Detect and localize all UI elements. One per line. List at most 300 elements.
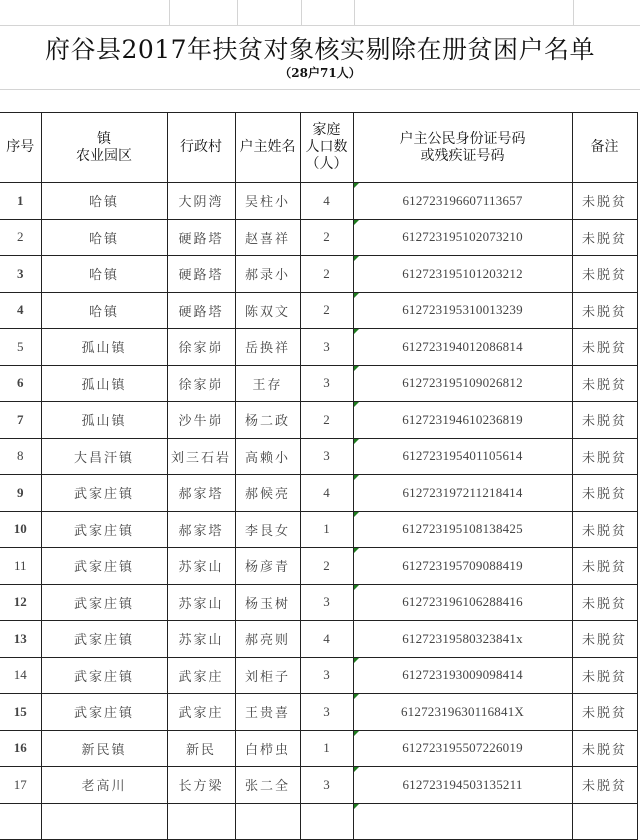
cell-id-number-value: 612723195507226019 bbox=[402, 740, 523, 756]
cell-family-size[interactable] bbox=[300, 329, 353, 366]
comment-marker-icon bbox=[354, 329, 359, 334]
header-remark-label: 备注 bbox=[590, 139, 619, 155]
cell-id-number-value: 612723195310013239 bbox=[402, 302, 523, 318]
cell-town[interactable] bbox=[41, 584, 167, 621]
cell-id-number-value: 612723196607113657 bbox=[402, 192, 523, 208]
cell-seq-value: 5 bbox=[17, 338, 24, 354]
poverty-household-table bbox=[0, 112, 638, 840]
cell-remark-value: 未脱贫 bbox=[581, 706, 627, 722]
cell-id-number-value: 612723194503135211 bbox=[402, 776, 523, 792]
table-row bbox=[0, 402, 637, 439]
cell-village-value: 苏家山 bbox=[178, 596, 224, 612]
title-cell[interactable] bbox=[0, 26, 640, 90]
cell-village-value: 苏家山 bbox=[178, 633, 224, 649]
cell-village-value: 长方梁 bbox=[178, 779, 224, 795]
cell-family-size-value: 2 bbox=[323, 557, 330, 573]
comment-marker-icon bbox=[354, 767, 359, 772]
cell-head-name-value: 杨二政 bbox=[244, 414, 290, 430]
cell-head-name[interactable] bbox=[235, 256, 300, 293]
cell-family-size[interactable] bbox=[300, 256, 353, 293]
cell-id-number[interactable] bbox=[353, 511, 572, 548]
cell-village[interactable] bbox=[167, 402, 235, 439]
cell-family-size-value: 4 bbox=[323, 484, 330, 500]
cell-town[interactable] bbox=[41, 256, 167, 293]
cell-town-value: 武家庄镇 bbox=[73, 523, 134, 539]
cell-family-size[interactable] bbox=[300, 584, 353, 621]
cell-seq-value: 10 bbox=[13, 521, 27, 537]
cell-town-value: 武家庄镇 bbox=[73, 487, 134, 503]
cell-remark[interactable] bbox=[572, 730, 637, 767]
cell-family-size-value: 2 bbox=[323, 302, 330, 318]
cell-id-number-value: 612723197211218414 bbox=[402, 484, 523, 500]
cell-id-number[interactable] bbox=[353, 694, 572, 731]
cell-head-name-value: 陈双文 bbox=[244, 304, 290, 320]
cell-head-name[interactable] bbox=[235, 584, 300, 621]
table-row bbox=[0, 657, 637, 694]
cell-head-name-value: 张二全 bbox=[244, 779, 290, 795]
header-family-size-line1: 家庭 bbox=[312, 122, 341, 138]
cell-id-number[interactable] bbox=[353, 657, 572, 694]
cell-town[interactable] bbox=[41, 475, 167, 512]
cell-head-name[interactable] bbox=[235, 511, 300, 548]
cell-id-number[interactable] bbox=[353, 548, 572, 585]
cell-remark[interactable] bbox=[572, 219, 637, 256]
cell-seq-value: 13 bbox=[13, 630, 27, 646]
empty-cell[interactable] bbox=[300, 803, 353, 840]
empty-cell[interactable] bbox=[167, 803, 235, 840]
table-row bbox=[0, 365, 637, 402]
cell-remark[interactable] bbox=[572, 657, 637, 694]
cell-village[interactable] bbox=[167, 256, 235, 293]
cell-remark-value: 未脱贫 bbox=[581, 596, 627, 612]
comment-marker-icon bbox=[354, 585, 359, 590]
cell-id-number-value: 612723195709088419 bbox=[402, 557, 523, 573]
cell-head-name[interactable] bbox=[235, 657, 300, 694]
cell-village-value: 大阴湾 bbox=[178, 195, 224, 211]
cell-seq[interactable] bbox=[0, 511, 41, 548]
cell-seq[interactable] bbox=[0, 438, 41, 475]
cell-remark-value: 未脱贫 bbox=[581, 341, 627, 357]
cell-id-number[interactable] bbox=[353, 256, 572, 293]
table-row bbox=[0, 256, 637, 293]
cell-seq-value: 16 bbox=[13, 740, 27, 756]
cell-seq[interactable] bbox=[0, 292, 41, 329]
comment-marker-icon bbox=[354, 183, 359, 188]
cell-village[interactable] bbox=[167, 621, 235, 658]
table-row bbox=[0, 183, 637, 220]
cell-seq[interactable] bbox=[0, 365, 41, 402]
cell-id-number[interactable] bbox=[353, 292, 572, 329]
cell-remark-value: 未脱贫 bbox=[581, 669, 627, 685]
cell-family-size-value: 4 bbox=[323, 630, 330, 646]
cell-id-number[interactable] bbox=[353, 183, 572, 220]
cell-town-value: 大昌汗镇 bbox=[73, 450, 134, 466]
cell-family-size[interactable] bbox=[300, 767, 353, 804]
cell-seq-value: 11 bbox=[13, 557, 27, 573]
cell-remark[interactable] bbox=[572, 365, 637, 402]
cell-remark[interactable] bbox=[572, 694, 637, 731]
comment-marker-icon bbox=[354, 220, 359, 225]
cell-village-value: 郝家塔 bbox=[178, 523, 224, 539]
cell-seq-value: 9 bbox=[17, 484, 24, 500]
cell-id-number-value: 612723195401105614 bbox=[402, 448, 523, 464]
table-row bbox=[0, 511, 637, 548]
header-town[interactable] bbox=[41, 113, 167, 183]
cell-family-size[interactable] bbox=[300, 365, 353, 402]
cell-village[interactable] bbox=[167, 365, 235, 402]
cell-village-value: 徐家峁 bbox=[178, 341, 224, 357]
cell-town[interactable] bbox=[41, 730, 167, 767]
header-family-size[interactable] bbox=[300, 113, 353, 183]
cell-village[interactable] bbox=[167, 657, 235, 694]
header-town-line2: 农业园区 bbox=[76, 147, 132, 164]
cell-seq[interactable] bbox=[0, 730, 41, 767]
header-seq-label: 序号 bbox=[6, 139, 35, 155]
cell-id-number-value: 612723196106288416 bbox=[402, 594, 523, 610]
cell-town[interactable] bbox=[41, 219, 167, 256]
page-subtitle: （28户71人） bbox=[279, 66, 361, 80]
cell-seq-value: 7 bbox=[17, 411, 24, 427]
table-row bbox=[0, 767, 637, 804]
empty-cell[interactable] bbox=[0, 803, 41, 840]
cell-seq[interactable] bbox=[0, 256, 41, 293]
grid-line bbox=[573, 0, 574, 25]
cell-remark[interactable] bbox=[572, 767, 637, 804]
cell-head-name[interactable] bbox=[235, 438, 300, 475]
cell-family-size[interactable] bbox=[300, 183, 353, 220]
header-id-line1: 户主公民身份证号码 bbox=[399, 130, 526, 147]
header-village-label: 行政村 bbox=[180, 139, 222, 155]
cell-head-name-value: 刘柜子 bbox=[244, 669, 290, 685]
cell-seq[interactable] bbox=[0, 183, 41, 220]
cell-village-value: 郝家塔 bbox=[178, 487, 224, 503]
cell-village[interactable] bbox=[167, 730, 235, 767]
grid-line bbox=[301, 0, 302, 25]
empty-cell[interactable] bbox=[353, 803, 572, 840]
cell-remark-value: 未脱贫 bbox=[581, 523, 627, 539]
cell-id-number[interactable] bbox=[353, 365, 572, 402]
comment-marker-icon bbox=[354, 402, 359, 407]
cell-family-size[interactable] bbox=[300, 438, 353, 475]
cell-town-value: 哈镇 bbox=[88, 268, 119, 284]
cell-remark[interactable] bbox=[572, 329, 637, 366]
cell-remark-value: 未脱贫 bbox=[581, 377, 627, 393]
cell-village-value: 新民 bbox=[185, 742, 216, 758]
cell-village-value: 硬路塔 bbox=[178, 231, 224, 247]
cell-family-size-value: 3 bbox=[323, 776, 330, 792]
cell-seq[interactable] bbox=[0, 694, 41, 731]
cell-family-size-value: 3 bbox=[323, 594, 330, 610]
header-family-size-line3: （人） bbox=[305, 156, 348, 172]
cell-family-size[interactable] bbox=[300, 219, 353, 256]
cell-family-size[interactable] bbox=[300, 548, 353, 585]
cell-remark-value: 未脱贫 bbox=[581, 560, 627, 576]
cell-family-size-value: 3 bbox=[323, 667, 330, 683]
cell-id-number-value: 612723195102073210 bbox=[402, 229, 523, 245]
cell-village-value: 苏家山 bbox=[178, 560, 224, 576]
cell-family-size[interactable] bbox=[300, 621, 353, 658]
cell-town-value: 孤山镇 bbox=[81, 414, 127, 430]
comment-marker-icon bbox=[354, 694, 359, 699]
cell-remark[interactable] bbox=[572, 402, 637, 439]
table-row bbox=[0, 475, 637, 512]
cell-family-size-value: 3 bbox=[323, 338, 330, 354]
cell-village-value: 武家庄 bbox=[178, 706, 224, 722]
cell-remark[interactable] bbox=[572, 292, 637, 329]
cell-id-number[interactable] bbox=[353, 767, 572, 804]
table-row bbox=[0, 730, 637, 767]
cell-head-name-value: 高赖小 bbox=[244, 450, 290, 466]
cell-id-number[interactable] bbox=[353, 402, 572, 439]
header-remark[interactable] bbox=[572, 113, 637, 183]
cell-town[interactable] bbox=[41, 511, 167, 548]
cell-town[interactable] bbox=[41, 365, 167, 402]
cell-town-value: 孤山镇 bbox=[81, 377, 127, 393]
cell-village-value: 武家庄 bbox=[178, 669, 224, 685]
cell-seq-value: 14 bbox=[13, 667, 27, 683]
cell-seq-value: 17 bbox=[13, 776, 27, 792]
cell-id-number[interactable] bbox=[353, 438, 572, 475]
header-row bbox=[0, 113, 637, 183]
header-seq[interactable] bbox=[0, 113, 41, 183]
cell-id-number-value: 61272319580323841x bbox=[402, 630, 523, 646]
cell-head-name[interactable] bbox=[235, 292, 300, 329]
cell-remark[interactable] bbox=[572, 475, 637, 512]
cell-id-number[interactable] bbox=[353, 475, 572, 512]
cell-village[interactable] bbox=[167, 548, 235, 585]
cell-family-size[interactable] bbox=[300, 402, 353, 439]
cell-head-name[interactable] bbox=[235, 621, 300, 658]
cell-village[interactable] bbox=[167, 475, 235, 512]
cell-id-number-value: 612723193009098414 bbox=[402, 667, 523, 683]
cell-town-value: 孤山镇 bbox=[81, 341, 127, 357]
cell-remark-value: 未脱贫 bbox=[581, 779, 627, 795]
cell-remark[interactable] bbox=[572, 584, 637, 621]
cell-id-number-value: 612723195101203212 bbox=[402, 265, 523, 281]
cell-family-size[interactable] bbox=[300, 475, 353, 512]
cell-seq-value: 2 bbox=[17, 229, 24, 245]
cell-village-value: 硬路塔 bbox=[178, 268, 224, 284]
cell-head-name[interactable] bbox=[235, 219, 300, 256]
cell-family-size-value: 2 bbox=[323, 265, 330, 281]
cell-seq[interactable] bbox=[0, 548, 41, 585]
table-row bbox=[0, 219, 637, 256]
cell-village[interactable] bbox=[167, 219, 235, 256]
cell-village[interactable] bbox=[167, 183, 235, 220]
cell-remark-value: 未脱贫 bbox=[581, 304, 627, 320]
cell-town-value: 武家庄镇 bbox=[73, 669, 134, 685]
cell-id-number[interactable] bbox=[353, 621, 572, 658]
comment-marker-icon bbox=[354, 731, 359, 736]
cell-family-size-value: 4 bbox=[323, 192, 330, 208]
cell-seq[interactable] bbox=[0, 329, 41, 366]
table-row bbox=[0, 438, 637, 475]
cell-seq[interactable] bbox=[0, 584, 41, 621]
comment-marker-icon bbox=[354, 658, 359, 663]
cell-head-name-value: 郝候亮 bbox=[244, 487, 290, 503]
cell-head-name[interactable] bbox=[235, 402, 300, 439]
cell-town[interactable] bbox=[41, 767, 167, 804]
cell-remark[interactable] bbox=[572, 548, 637, 585]
cell-remark[interactable] bbox=[572, 511, 637, 548]
cell-village-value: 沙牛峁 bbox=[178, 414, 224, 430]
header-head-name-label: 户主姓名 bbox=[239, 139, 296, 155]
cell-town[interactable] bbox=[41, 657, 167, 694]
cell-head-name[interactable] bbox=[235, 365, 300, 402]
table-row-partial bbox=[0, 803, 637, 840]
cell-village[interactable] bbox=[167, 767, 235, 804]
comment-marker-icon bbox=[354, 293, 359, 298]
cell-head-name[interactable] bbox=[235, 548, 300, 585]
cell-town[interactable] bbox=[41, 292, 167, 329]
cell-remark-value: 未脱贫 bbox=[581, 450, 627, 466]
cell-village[interactable] bbox=[167, 511, 235, 548]
cell-head-name-value: 吴柱小 bbox=[244, 195, 290, 211]
cell-id-number-value: 612723195109026812 bbox=[402, 375, 523, 391]
blank-grid-row bbox=[0, 0, 640, 26]
cell-village[interactable] bbox=[167, 329, 235, 366]
cell-family-size[interactable] bbox=[300, 730, 353, 767]
cell-family-size-value: 1 bbox=[323, 740, 330, 756]
cell-village[interactable] bbox=[167, 584, 235, 621]
cell-town-value: 哈镇 bbox=[88, 304, 119, 320]
cell-seq-value: 3 bbox=[17, 265, 24, 281]
cell-id-number[interactable] bbox=[353, 219, 572, 256]
cell-head-name[interactable] bbox=[235, 475, 300, 512]
cell-town-value: 武家庄镇 bbox=[73, 596, 134, 612]
cell-remark[interactable] bbox=[572, 256, 637, 293]
cell-family-size[interactable] bbox=[300, 694, 353, 731]
cell-seq[interactable] bbox=[0, 402, 41, 439]
comment-marker-icon bbox=[354, 256, 359, 261]
cell-seq[interactable] bbox=[0, 219, 41, 256]
cell-head-name-value: 王贵喜 bbox=[244, 706, 290, 722]
cell-head-name-value: 杨玉树 bbox=[244, 596, 290, 612]
cell-town-value: 新民镇 bbox=[81, 742, 127, 758]
grid-line bbox=[237, 0, 238, 25]
comment-marker-icon bbox=[354, 475, 359, 480]
cell-town[interactable] bbox=[41, 402, 167, 439]
cell-town[interactable] bbox=[41, 548, 167, 585]
table-body bbox=[0, 183, 637, 840]
header-family-size-line2: 人口数 bbox=[305, 139, 348, 155]
table-row bbox=[0, 584, 637, 621]
cell-family-size-value: 3 bbox=[323, 703, 330, 719]
comment-marker-icon bbox=[354, 548, 359, 553]
cell-head-name-value: 李艮女 bbox=[244, 523, 290, 539]
comment-marker-icon bbox=[354, 366, 359, 371]
cell-seq[interactable] bbox=[0, 767, 41, 804]
cell-town[interactable] bbox=[41, 183, 167, 220]
cell-town-value: 武家庄镇 bbox=[73, 633, 134, 649]
cell-head-name-value: 杨彦青 bbox=[244, 560, 290, 576]
cell-remark-value: 未脱贫 bbox=[581, 633, 627, 649]
cell-head-name-value: 郝亮则 bbox=[244, 633, 290, 649]
cell-family-size-value: 2 bbox=[323, 411, 330, 427]
cell-seq[interactable] bbox=[0, 475, 41, 512]
cell-town-value: 老高川 bbox=[81, 779, 127, 795]
cell-head-name[interactable] bbox=[235, 329, 300, 366]
cell-seq[interactable] bbox=[0, 657, 41, 694]
cell-remark[interactable] bbox=[572, 183, 637, 220]
comment-marker-icon bbox=[354, 439, 359, 444]
cell-head-name[interactable] bbox=[235, 767, 300, 804]
header-village[interactable] bbox=[167, 113, 235, 183]
cell-id-number[interactable] bbox=[353, 730, 572, 767]
cell-id-number-value: 612723195108138425 bbox=[402, 521, 523, 537]
cell-head-name[interactable] bbox=[235, 730, 300, 767]
cell-family-size[interactable] bbox=[300, 292, 353, 329]
cell-town-value: 武家庄镇 bbox=[73, 560, 134, 576]
cell-town-value: 哈镇 bbox=[88, 231, 119, 247]
empty-cell[interactable] bbox=[41, 803, 167, 840]
cell-id-number-value: 612723194012086814 bbox=[402, 338, 523, 354]
cell-town[interactable] bbox=[41, 438, 167, 475]
cell-remark-value: 未脱贫 bbox=[581, 268, 627, 284]
grid-line bbox=[169, 0, 170, 25]
cell-head-name-value: 王存 bbox=[252, 377, 283, 393]
table-row bbox=[0, 329, 637, 366]
cell-village[interactable] bbox=[167, 438, 235, 475]
cell-id-number-value: 612723194610236819 bbox=[402, 411, 523, 427]
cell-village-value: 徐家峁 bbox=[178, 377, 224, 393]
table-row bbox=[0, 694, 637, 731]
header-id-number[interactable] bbox=[353, 113, 572, 183]
cell-head-name-value: 郝录小 bbox=[244, 268, 290, 284]
header-id-line2: 或残疾证号码 bbox=[420, 147, 505, 164]
table-row bbox=[0, 621, 637, 658]
cell-family-size-value: 2 bbox=[323, 229, 330, 245]
cell-village[interactable] bbox=[167, 292, 235, 329]
empty-cell[interactable] bbox=[235, 803, 300, 840]
table-row bbox=[0, 548, 637, 585]
cell-remark-value: 未脱贫 bbox=[581, 414, 627, 430]
cell-town[interactable] bbox=[41, 329, 167, 366]
cell-head-name[interactable] bbox=[235, 183, 300, 220]
cell-seq-value: 12 bbox=[13, 594, 27, 610]
header-town-line1: 镇 bbox=[97, 130, 111, 147]
cell-seq-value: 8 bbox=[17, 448, 24, 464]
table-row bbox=[0, 292, 637, 329]
page-title: 府谷县2017年扶贫对象核实剔除在册贫困户名单 bbox=[44, 35, 596, 64]
cell-head-name[interactable] bbox=[235, 694, 300, 731]
cell-family-size[interactable] bbox=[300, 511, 353, 548]
cell-head-name-value: 白栉虫 bbox=[244, 742, 290, 758]
cell-family-size-value: 3 bbox=[323, 375, 330, 391]
cell-seq-value: 15 bbox=[13, 703, 27, 719]
cell-town[interactable] bbox=[41, 621, 167, 658]
cell-family-size[interactable] bbox=[300, 657, 353, 694]
cell-remark[interactable] bbox=[572, 621, 637, 658]
cell-head-name-value: 岳换祥 bbox=[244, 341, 290, 357]
cell-village-value: 硬路塔 bbox=[178, 304, 224, 320]
cell-town[interactable] bbox=[41, 694, 167, 731]
cell-id-number-value: 61272319630116841X bbox=[400, 703, 524, 719]
cell-id-number[interactable] bbox=[353, 584, 572, 621]
empty-cell[interactable] bbox=[572, 803, 637, 840]
cell-id-number[interactable] bbox=[353, 329, 572, 366]
header-head-name[interactable] bbox=[235, 113, 300, 183]
cell-remark[interactable] bbox=[572, 438, 637, 475]
cell-village[interactable] bbox=[167, 694, 235, 731]
cell-town-value: 武家庄镇 bbox=[73, 706, 134, 722]
cell-remark-value: 未脱贫 bbox=[581, 195, 627, 211]
cell-village-value: 刘三石岩 bbox=[170, 450, 231, 466]
cell-head-name-value: 赵喜祥 bbox=[244, 231, 290, 247]
cell-town-value: 哈镇 bbox=[88, 195, 119, 211]
cell-seq[interactable] bbox=[0, 621, 41, 658]
cell-seq-value: 1 bbox=[17, 192, 24, 208]
